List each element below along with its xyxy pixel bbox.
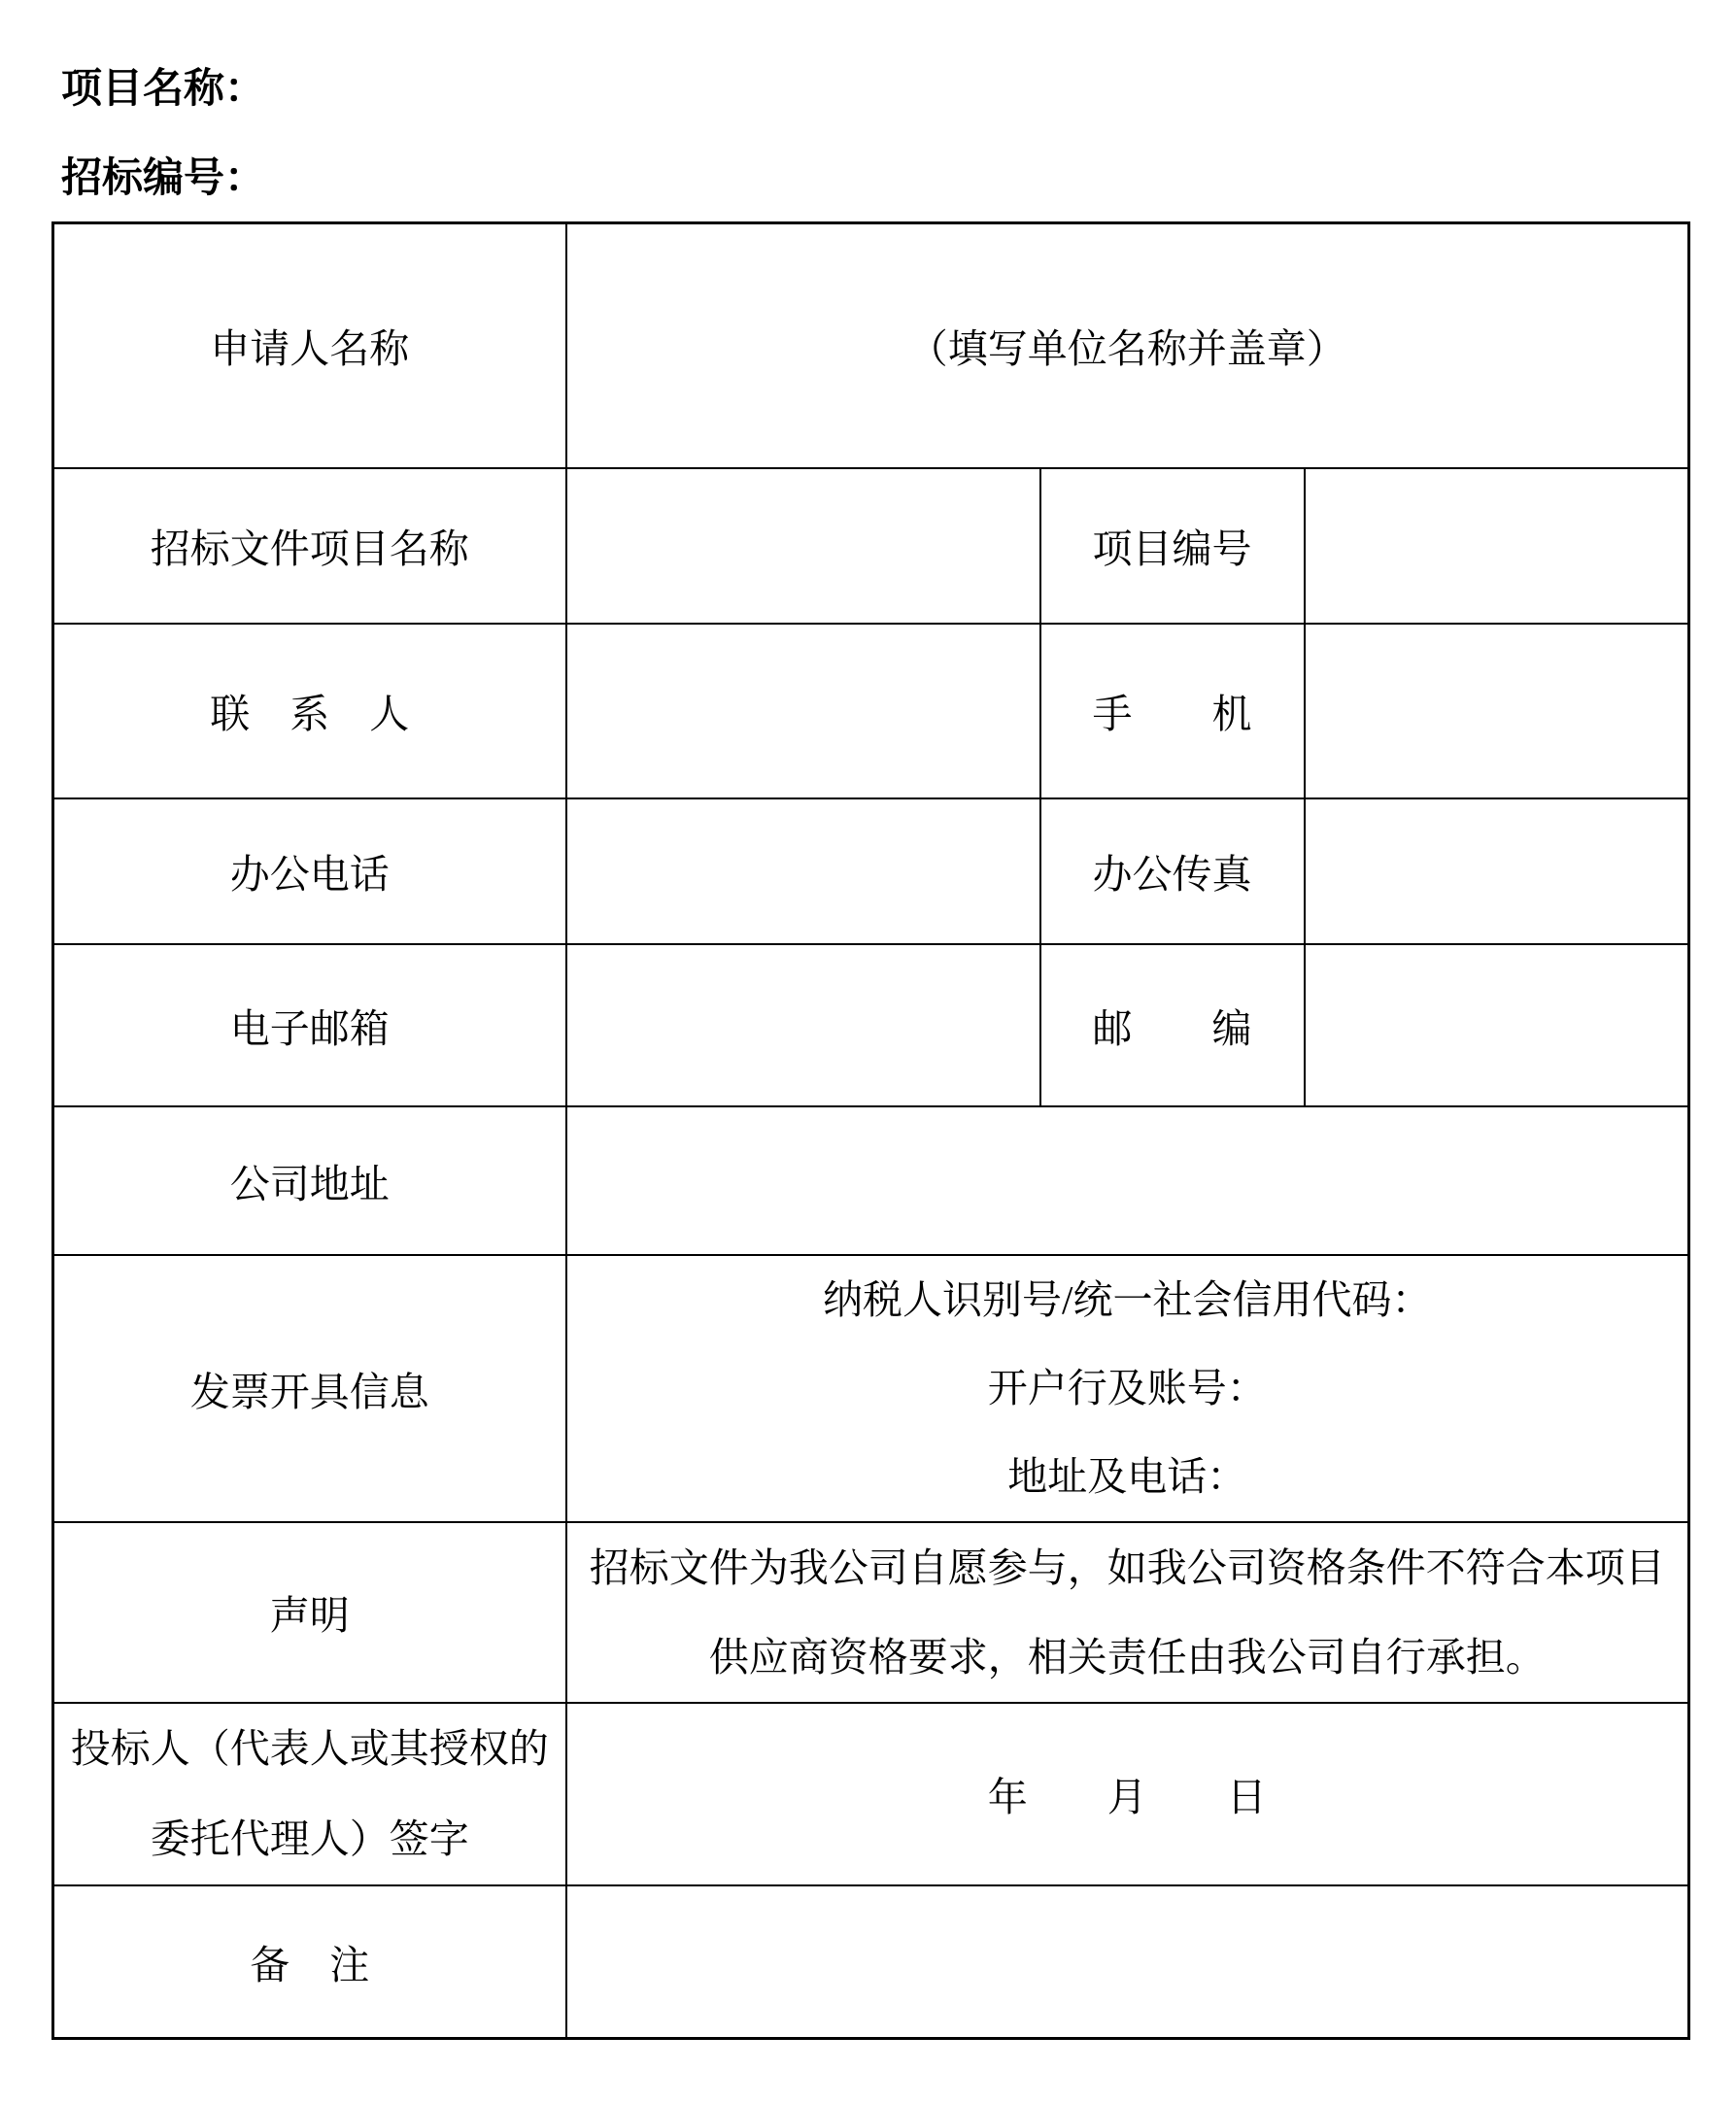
- invoice-info-label: 发票开具信息: [53, 1255, 566, 1522]
- office-phone-input-cell: [566, 798, 1040, 944]
- row-tender-project: [53, 468, 1689, 624]
- row-signature: [53, 1703, 1689, 1885]
- row-email: [53, 944, 1689, 1106]
- remarks-input-cell: [566, 1885, 1689, 2039]
- row-declaration: [53, 1522, 1689, 1703]
- signature-date-cell: 年 月 日: [566, 1703, 1689, 1885]
- mobile-label: 手 机: [1040, 624, 1305, 798]
- email-label: 电子邮箱: [53, 944, 566, 1106]
- contact-person-input-cell: [566, 624, 1040, 798]
- tender-number-heading: 招标编号：: [61, 156, 266, 201]
- invoice-info-content: [566, 1255, 1689, 1522]
- signature-label-line-2: 委托代理人）签字: [150, 1816, 469, 1861]
- tender-doc-project-input-cell: [566, 468, 1040, 624]
- invoice-tax-id-line: 纳税人识别号/统一社会信用代码：: [823, 1276, 1432, 1322]
- invoice-bank-account-line: 开户行及账号：: [987, 1365, 1267, 1410]
- contact-person-label: 联 系 人: [53, 624, 566, 798]
- row-contact: [53, 624, 1689, 798]
- row-office-phone: [53, 798, 1689, 944]
- email-input-cell: [566, 944, 1040, 1106]
- project-name-heading: 项目名称：: [61, 67, 266, 112]
- tender-doc-project-label: 招标文件项目名称: [53, 468, 566, 624]
- project-number-input-cell: [1305, 468, 1689, 624]
- company-address-label: 公司地址: [53, 1106, 566, 1255]
- row-company-address: [53, 1106, 1689, 1255]
- declaration-line-1: 招标文件为我公司自愿参与，如我公司资格条件不符合本项目: [589, 1544, 1665, 1590]
- declaration-line-2: 供应商资格要求，相关责任由我公司自行承担。: [708, 1634, 1546, 1680]
- postal-code-label: 邮 编: [1040, 944, 1305, 1106]
- office-fax-label: 办公传真: [1040, 798, 1305, 944]
- postal-code-input-cell: [1305, 944, 1689, 1106]
- project-number-label: 项目编号: [1040, 468, 1305, 624]
- office-phone-label: 办公电话: [53, 798, 566, 944]
- declaration-label: 声明: [53, 1522, 566, 1703]
- remarks-label: 备 注: [53, 1885, 566, 2039]
- applicant-name-label: 申请人名称: [53, 223, 566, 468]
- mobile-input-cell: [1305, 624, 1689, 798]
- row-applicant: [53, 223, 1689, 468]
- row-remarks: [53, 1885, 1689, 2039]
- applicant-name-value: （填写单位名称并盖章）: [566, 223, 1689, 468]
- office-fax-input-cell: [1305, 798, 1689, 944]
- invoice-address-phone-line: 地址及电话：: [1007, 1453, 1247, 1499]
- signature-label-line-1: 投标人（代表人或其授权的: [70, 1725, 549, 1771]
- application-form-table: [51, 221, 1690, 2040]
- signature-label: [53, 1703, 566, 1885]
- declaration-content: [566, 1522, 1689, 1703]
- company-address-input-cell: [566, 1106, 1689, 1255]
- row-invoice-info: [53, 1255, 1689, 1522]
